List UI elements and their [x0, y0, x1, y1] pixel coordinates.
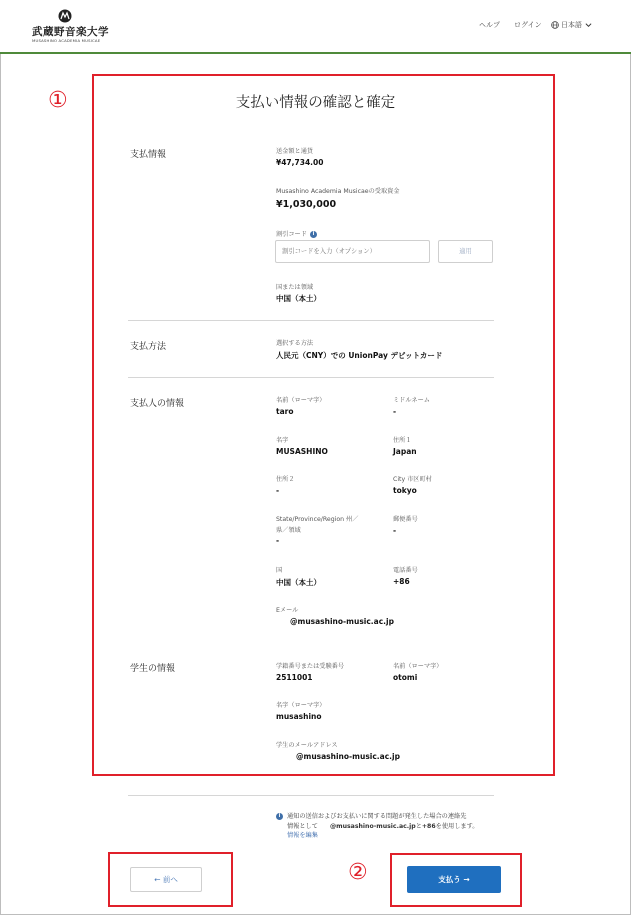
notice-prefix: 情報として [287, 822, 318, 830]
logo-title: 武蔵野音楽大学 [32, 26, 109, 38]
nav-help-link[interactable]: ヘルプ [479, 21, 500, 29]
notice-email: @musashino-music.ac.jp [329, 822, 416, 830]
annotation-marker-1: ① [48, 88, 68, 113]
section-student-info-heading: 学生の情報 [130, 664, 176, 674]
receive-amount-label: Musashino Academia Musicaeの受取資金 [276, 188, 400, 195]
logo-mark-icon [58, 9, 72, 23]
student-email-value: @musashino-music.ac.jp [296, 752, 400, 761]
payer-state-label-line1: State/Province/Region 州／ [276, 516, 359, 523]
chevron-down-icon [585, 22, 592, 28]
payer-phone-value: +86 [393, 577, 410, 586]
payer-postal-value: - [393, 526, 397, 535]
student-last-name-label: 名字（ローマ字） [276, 702, 326, 709]
back-button[interactable]: ← 前へ [130, 867, 202, 892]
receive-amount-value: ¥1,030,000 [276, 199, 337, 210]
student-last-name-value: musashino [276, 712, 322, 721]
payer-first-name-label: 名前（ローマ字） [276, 397, 326, 404]
coupon-code-input[interactable] [275, 240, 430, 263]
student-id-value: 2511001 [276, 673, 313, 682]
payer-address2-label: 住所２ [276, 476, 295, 483]
section-divider [128, 795, 494, 796]
country-value: 中国（本土） [276, 294, 321, 303]
info-icon[interactable]: i [310, 231, 317, 238]
payer-email-label: Eメール [276, 607, 299, 614]
student-first-name-value: otomi [393, 673, 418, 682]
student-email-label: 学生のメールアドレス [276, 742, 338, 749]
payer-middle-name-value: - [393, 407, 397, 416]
payment-method-value: 人民元（CNY）での UnionPay デビットカード [276, 351, 443, 360]
payer-country-value: 中国（本土） [276, 578, 321, 587]
section-payer-info-heading: 支払人の情報 [130, 399, 185, 409]
payer-city-label: City 市区町村 [393, 476, 432, 483]
language-label: 日本語 [561, 21, 582, 29]
payer-city-value: tokyo [393, 486, 417, 495]
notice-suffix: を使用します。 [435, 822, 479, 830]
country-label: 国または領域 [276, 284, 314, 291]
payer-address2-value: - [276, 486, 280, 495]
payer-address1-value: Japan [393, 447, 417, 456]
notice-phone: +86 [421, 822, 436, 830]
payer-middle-name-label: ミドルネーム [393, 397, 430, 404]
notice-mid: と [415, 822, 422, 830]
student-first-name-label: 名前（ローマ字） [393, 663, 443, 670]
send-amount-value: ¥47,734.00 [276, 158, 324, 167]
apply-coupon-button[interactable]: 適用 [438, 240, 493, 263]
language-selector[interactable] [551, 20, 592, 30]
site-header [0, 0, 631, 54]
globe-icon [551, 21, 559, 29]
payer-postal-label: 郵便番号 [393, 516, 418, 523]
annotation-marker-2: ② [348, 860, 368, 885]
logo-subtitle: MUSASHINO ACADEMIA MUSICAE [32, 38, 101, 43]
notice-line2 [287, 822, 502, 832]
payer-state-value: - [276, 536, 280, 545]
coupon-label: 割引コード [276, 231, 307, 238]
payment-method-label: 選択する方法 [276, 340, 314, 347]
payer-email-value: @musashino-music.ac.jp [290, 617, 394, 626]
info-icon: i [276, 813, 283, 820]
student-id-label: 学籍番号または受験番号 [276, 663, 345, 670]
pay-button[interactable]: 支払う → [407, 866, 501, 893]
page-title: 支払い情報の確認と確定 [235, 95, 396, 111]
coupon-label-row [276, 229, 317, 238]
section-divider [128, 377, 494, 378]
payer-state-label-line2: 県／領域 [276, 527, 301, 534]
section-divider [128, 320, 494, 321]
payer-address1-label: 住所１ [393, 437, 412, 444]
payer-first-name-value: taro [276, 407, 294, 416]
notice-line1: 通知の送信およびお支払いに関する問題が発生した場合の連絡先 [287, 813, 467, 820]
payer-phone-label: 電話番号 [393, 567, 418, 574]
send-amount-label: 送金額と通貨 [276, 148, 314, 155]
section-payment-method-heading: 支払方法 [130, 342, 167, 352]
payer-last-name-value: MUSASHINO [276, 447, 328, 456]
payer-country-label: 国 [276, 567, 283, 574]
university-logo[interactable] [32, 9, 122, 45]
edit-info-link[interactable]: 情報を編集 [287, 832, 318, 840]
nav-login-link[interactable]: ログイン [514, 21, 542, 29]
section-payment-info-heading: 支払情報 [130, 150, 167, 160]
payer-last-name-label: 名字 [276, 437, 289, 444]
contact-notice-text [287, 812, 502, 841]
